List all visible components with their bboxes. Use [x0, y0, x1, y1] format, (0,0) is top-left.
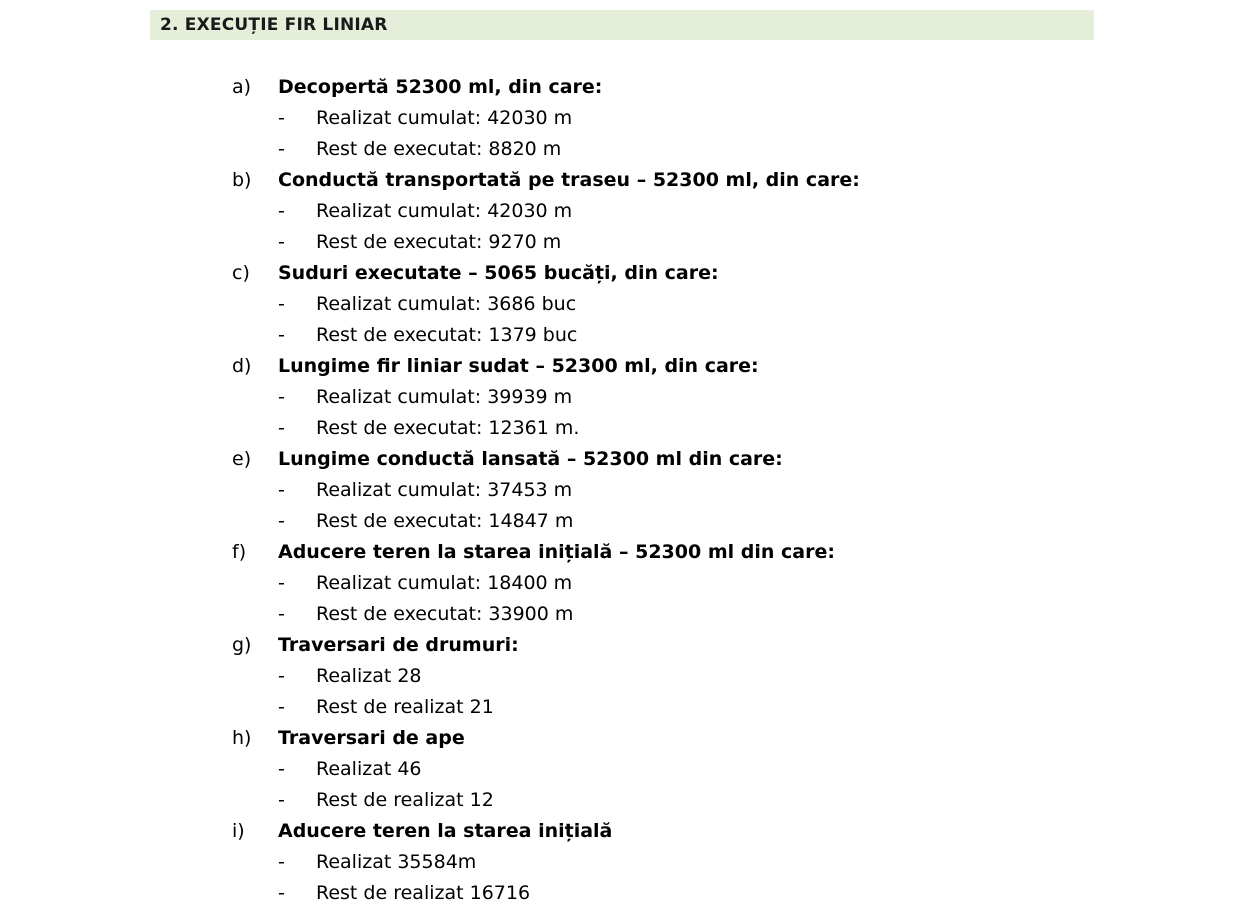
list-subitem-dash: -: [278, 107, 285, 129]
section-heading: [150, 10, 1094, 40]
list-subitem-dash: -: [278, 851, 285, 873]
list-subitem-text: Rest de realizat 21: [316, 696, 494, 718]
list-item: [232, 816, 1132, 909]
list-item-marker: h): [232, 727, 252, 749]
list-subitem: [232, 568, 1132, 599]
list-item-title: Lungime fir liniar sudat – 52300 ml, din care:: [278, 355, 759, 377]
list-item-marker: b): [232, 169, 252, 191]
list-subitem-dash: -: [278, 479, 285, 501]
list-subitem: [232, 103, 1132, 134]
list-subitem: [232, 878, 1132, 909]
list-subitem-text: Realizat 28: [316, 665, 422, 687]
list-subitem: [232, 134, 1132, 165]
list-subitem-text: Realizat 46: [316, 758, 422, 780]
list-subitem: [232, 599, 1132, 630]
list-subitem-text: Rest de executat: 9270 m: [316, 231, 562, 253]
list-subitem-dash: -: [278, 789, 285, 811]
list-subitem-dash: -: [278, 386, 285, 408]
list-item-head: [232, 816, 1132, 847]
list-subitem: [232, 475, 1132, 506]
list-subitem: [232, 413, 1132, 444]
list-item: [232, 165, 1132, 258]
list-item-marker: g): [232, 634, 252, 656]
list-subitem-dash: -: [278, 510, 285, 532]
list-item-head: [232, 351, 1132, 382]
list-item-title: Traversari de drumuri:: [278, 634, 519, 656]
list-subitem-text: Realizat cumulat: 39939 m: [316, 386, 573, 408]
list-subitem-text: Rest de executat: 12361 m.: [316, 417, 580, 439]
list-subitem-dash: -: [278, 572, 285, 594]
list-subitem-text: Realizat cumulat: 18400 m: [316, 572, 573, 594]
list-item-head: [232, 258, 1132, 289]
list-item-head: [232, 723, 1132, 754]
list-item-marker: i): [232, 820, 245, 842]
list-item-title: Aducere teren la starea inițială – 52300 ml din care:: [278, 541, 835, 563]
list-item-marker: d): [232, 355, 252, 377]
list-item: [232, 72, 1132, 165]
list-subitem-dash: -: [278, 324, 285, 346]
list-subitem: [232, 661, 1132, 692]
list-subitem: [232, 692, 1132, 723]
list-item-title: Traversari de ape: [278, 727, 465, 749]
list-item-marker: a): [232, 76, 252, 98]
list-item: [232, 351, 1132, 444]
list-subitem: [232, 785, 1132, 816]
list-item: [232, 630, 1132, 723]
list-item-marker: f): [232, 541, 247, 563]
list-item: [232, 723, 1132, 816]
list-item-head: [232, 72, 1132, 103]
list-subitem: [232, 382, 1132, 413]
list-item-head: [232, 165, 1132, 196]
list-subitem-dash: -: [278, 758, 285, 780]
list-subitem-text: Rest de executat: 14847 m: [316, 510, 574, 532]
list-subitem-text: Rest de realizat 12: [316, 789, 494, 811]
list-subitem-dash: -: [278, 417, 285, 439]
list-subitem-dash: -: [278, 696, 285, 718]
list-subitem-text: Rest de executat: 8820 m: [316, 138, 562, 160]
list-item-title: Suduri executate – 5065 bucăți, din care:: [278, 262, 719, 284]
list-item-head: [232, 630, 1132, 661]
list-subitem-text: Realizat cumulat: 37453 m: [316, 479, 573, 501]
list-item-head: [232, 537, 1132, 568]
list-subitem: [232, 754, 1132, 785]
list-subitem-dash: -: [278, 603, 285, 625]
list-subitem: [232, 320, 1132, 351]
list-subitem: [232, 289, 1132, 320]
list-item-head: [232, 444, 1132, 475]
list-subitem: [232, 506, 1132, 537]
list-item: [232, 258, 1132, 351]
list-item-marker: c): [232, 262, 250, 284]
list-subitem-dash: -: [278, 138, 285, 160]
list-item-title: Conductă transportată pe traseu – 52300 ml, din care:: [278, 169, 860, 191]
list-subitem: [232, 227, 1132, 258]
list-subitem-text: Rest de executat: 33900 m: [316, 603, 574, 625]
list-subitem-dash: -: [278, 200, 285, 222]
list-subitem: [232, 847, 1132, 878]
list-subitem-text: Realizat cumulat: 42030 m: [316, 200, 573, 222]
section-content: [232, 72, 1132, 909]
list-item-title: Lungime conductă lansată – 52300 ml din care:: [278, 448, 783, 470]
list-item-marker: e): [232, 448, 252, 470]
list-item: [232, 444, 1132, 537]
list-subitem-text: Rest de realizat 16716: [316, 882, 531, 904]
section-heading-text: 2. EXECUȚIE FIR LINIAR: [160, 15, 388, 35]
list-subitem-dash: -: [278, 665, 285, 687]
list-subitem-text: Realizat cumulat: 3686 buc: [316, 293, 577, 315]
list-subitem-text: Rest de executat: 1379 buc: [316, 324, 578, 346]
list-subitem-dash: -: [278, 882, 285, 904]
list-subitem: [232, 196, 1132, 227]
list-item-title: Decopertă 52300 ml, din care:: [278, 76, 603, 98]
list-subitem-dash: -: [278, 293, 285, 315]
list-subitem-text: Realizat 35584m: [316, 851, 477, 873]
list-subitem-text: Realizat cumulat: 42030 m: [316, 107, 573, 129]
list-item: [232, 537, 1132, 630]
list-item-title: Aducere teren la starea inițială: [278, 820, 613, 842]
list-subitem-dash: -: [278, 231, 285, 253]
